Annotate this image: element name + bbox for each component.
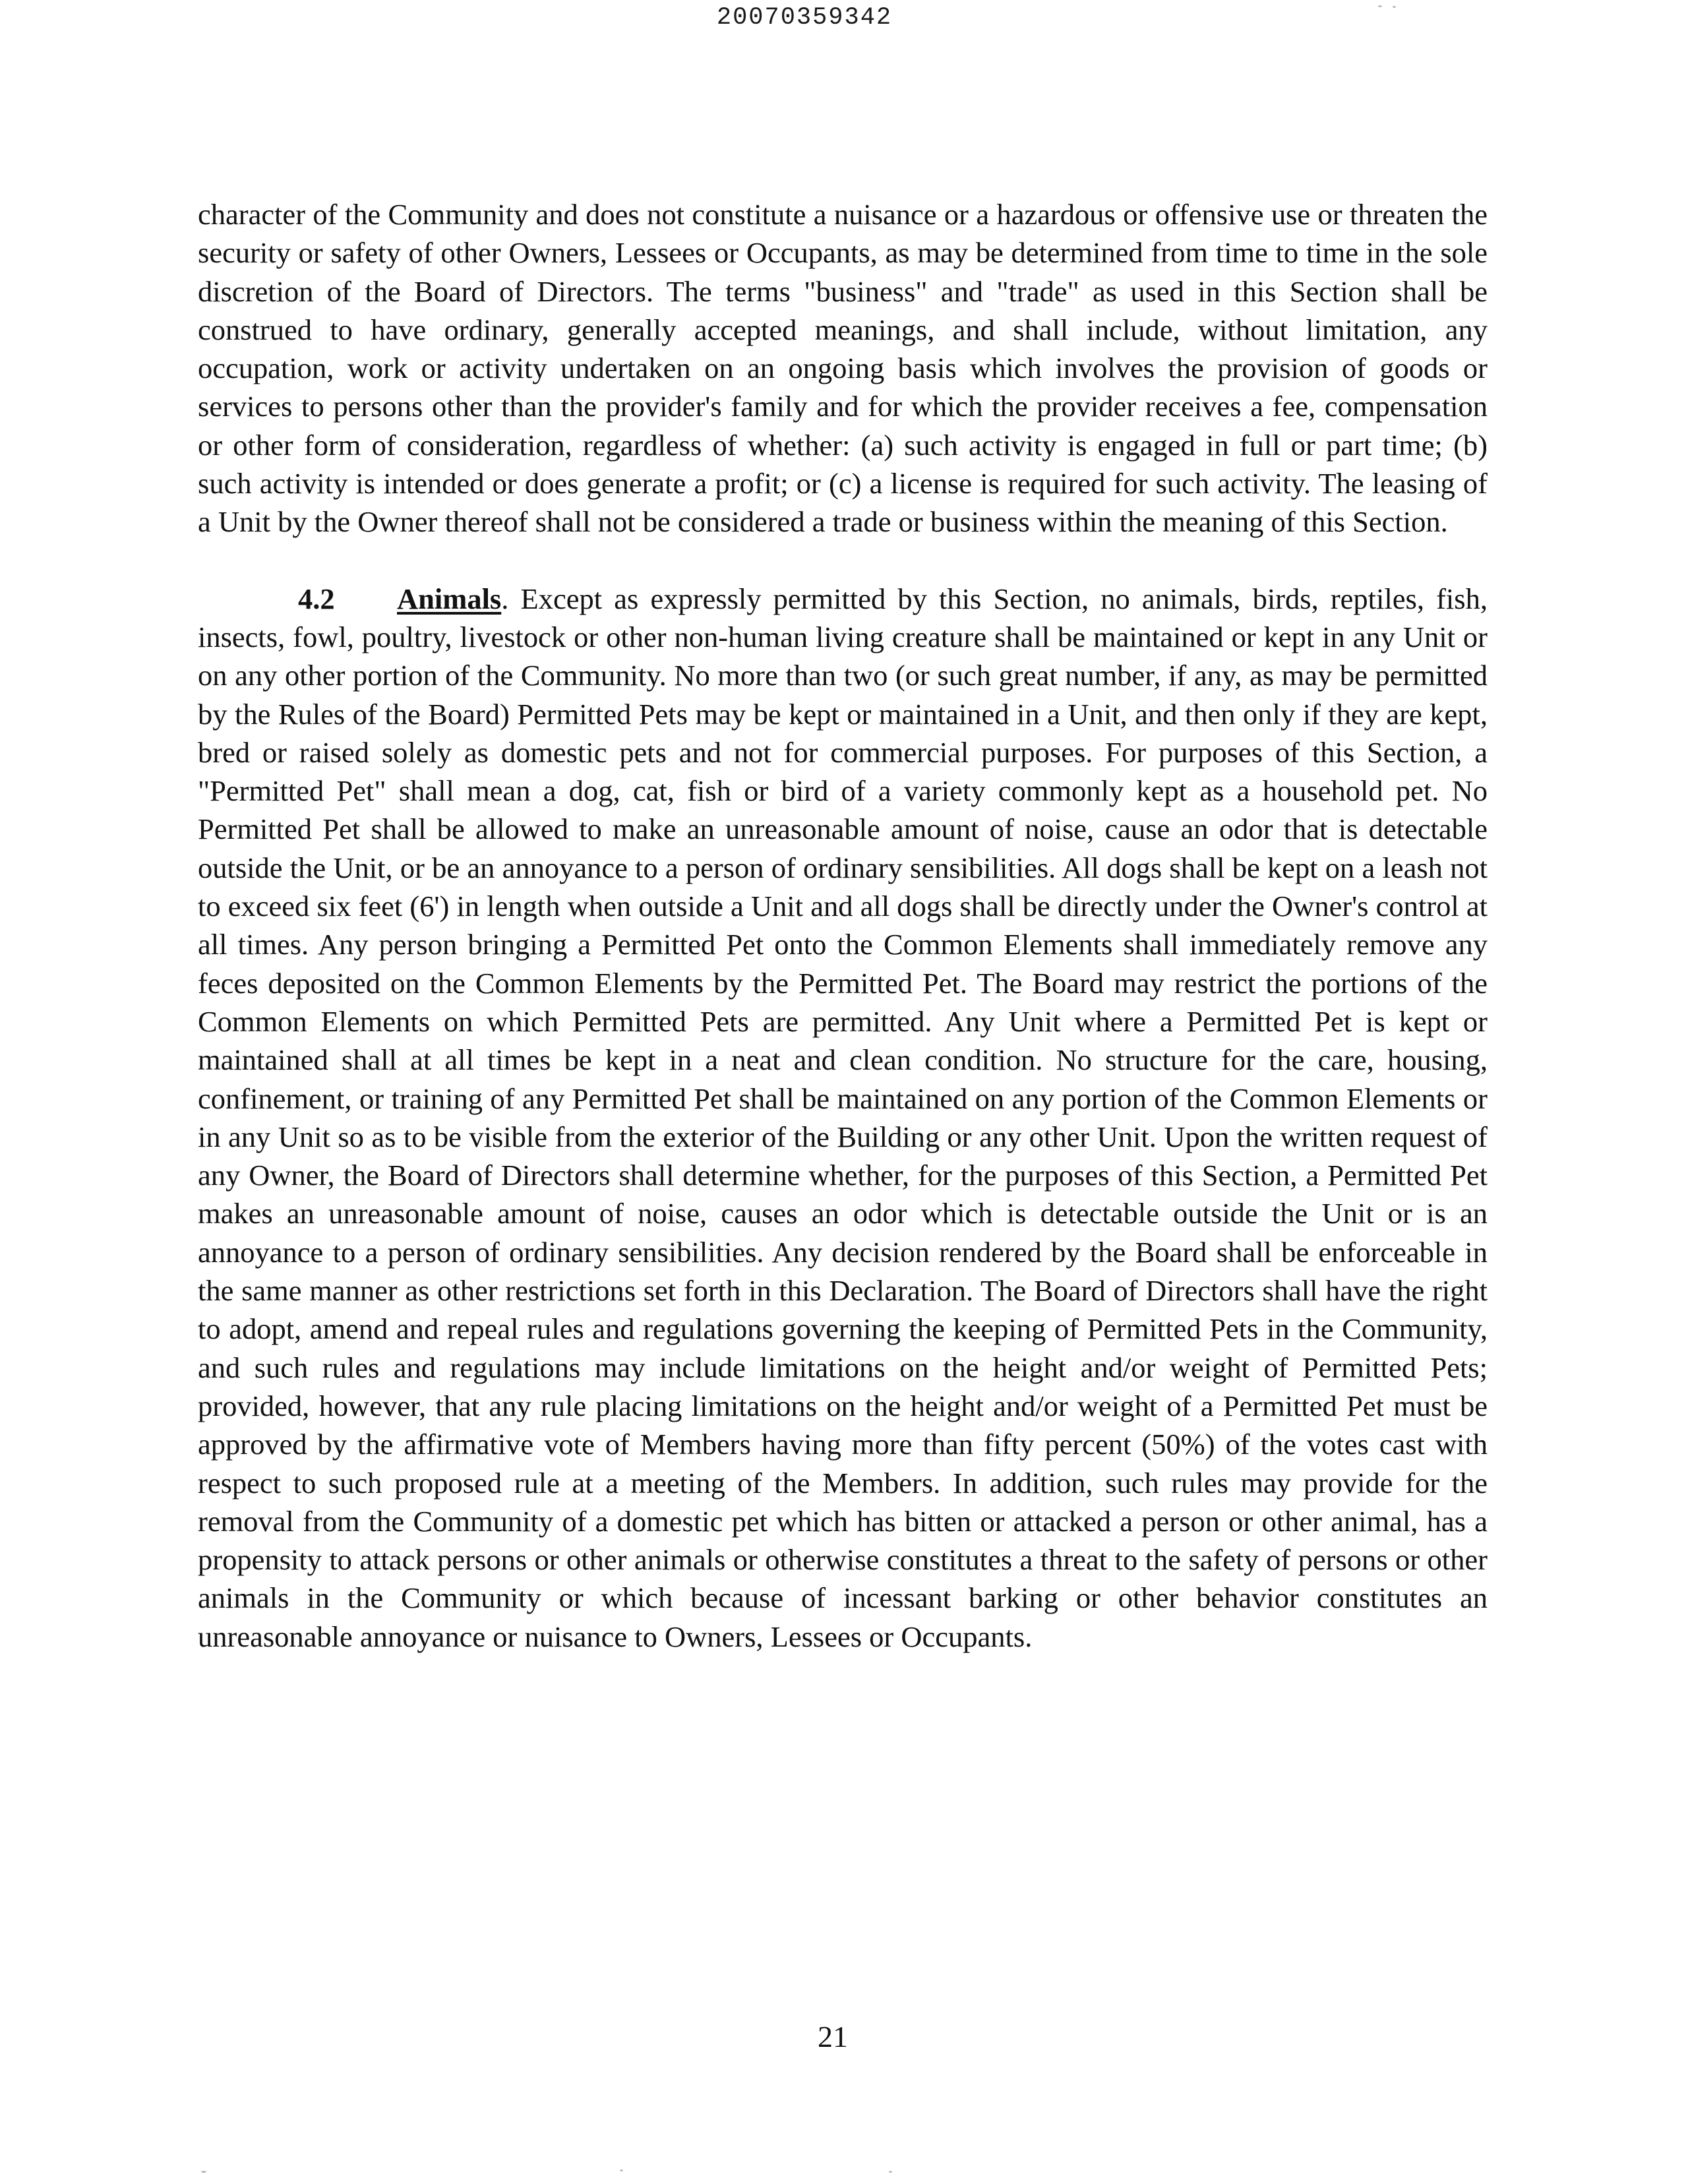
section-heading-suffix: . bbox=[501, 582, 509, 615]
section-4-2-paragraph bbox=[198, 580, 1488, 1656]
section-number: 4.2 bbox=[298, 582, 335, 615]
scan-speck bbox=[1393, 6, 1396, 8]
section-heading: Animals bbox=[397, 582, 502, 615]
document-number: 20070359342 bbox=[716, 4, 893, 32]
scan-speck bbox=[889, 2171, 892, 2173]
scan-speck bbox=[620, 2169, 623, 2171]
section-text: Except as expressly permitted by this Section, no animals, birds, reptiles, fish, insects, fowl, poultry, livestock or other non-human living creature shall be maintained or kept in any Unit or on any other portion of the Community. No more than two (or such great number, if any, as may be permitted by the Rules of the Board) Permitted Pets may be kept or maintained in a Unit, and then only if they are kept, bred or raised solely as domestic pets and not for commercial purposes. For purposes of this Section, a "Permitted Pet" shall mean a dog, cat, fish or bird of a variety commonly kept as a household pet. No Permitted Pet shall be allowed to make an unreasonable amount of noise, cause an odor that is detectable outside the Unit, or be an annoyance to a person of ordinary sensibilities. All dogs shall be kept on a leash not to exceed six feet (6') in length when outside a Unit and all dogs shall be directly under the Owner's control at all times. Any person bringing a Permitted Pet onto the Common Elements shall immediately remove any feces deposited on the Common Elements by the Permitted Pet. The Board may restrict the portions of the Common Elements on which Permitted Pets are permitted. Any Unit where a Permitted Pet is kept or maintained shall at all times be kept in a neat and clean condition. No structure for the care, housing, confinement, or training of any Permitted Pet shall be maintained on any portion of the Common Elements or in any Unit so as to be visible from the exterior of the Building or any other Unit. Upon the written request of any Owner, the Board of Directors shall determine whether, for the purposes of this Section, a Permitted Pet makes an unreasonable amount of noise, causes an odor which is detectable outside the Unit or is an annoyance to a person of ordinary sensibilities. Any decision rendered by the Board shall be enforceable in the same manner as other restrictions set forth in this Declaration. The Board of Directors shall have the right to adopt, amend and repeal rules and regulations governing the keeping of Permitted Pets in the Community, and such rules and regulations may include limitations on the height and/or weight of Permitted Pets; provided, however, that any rule placing limitations on the height and/or weight of a Permitted Pet must be approved by the affirmative vote of Members having more than fifty percent (50%) of the votes cast with respect to such proposed rule at a meeting of the Members. In addition, such rules may provide for the removal from the Community of a domestic pet which has bitten or attacked a person or other animal, has a propensity to attack persons or other animals or otherwise constitutes a threat to the safety of persons or other animals in the Community or which because of incessant barking or other behavior constitutes an unreasonable annoyance or nuisance to Owners, Lessees or Occupants. bbox=[198, 582, 1488, 1653]
document-body bbox=[198, 195, 1488, 1656]
continued-paragraph: character of the Community and does not constitute a nuisance or a hazardous or offensive use or threaten the security or safety of other Owners, Lessees or Occupants, as may be determined from time to time in the sole discretion of the Board of Directors. The terms "business" and "trade" as used in this Section shall be construed to have ordinary, generally accepted meanings, and shall include, without limitation, any occupation, work or activity undertaken on an ongoing basis which involves the provision of goods or services to persons other than the provider's family and for which the provider receives a fee, compensation or other form of consideration, regardless of whether: (a) such activity is engaged in full or part time; (b) such activity is intended or does generate a profit; or (c) a license is required for such activity. The leasing of a Unit by the Owner thereof shall not be considered a trade or business within the meaning of this Section. bbox=[198, 198, 1488, 539]
scan-speck bbox=[1378, 5, 1382, 7]
page-number: 21 bbox=[818, 2020, 848, 2053]
scan-speck bbox=[201, 2171, 206, 2173]
